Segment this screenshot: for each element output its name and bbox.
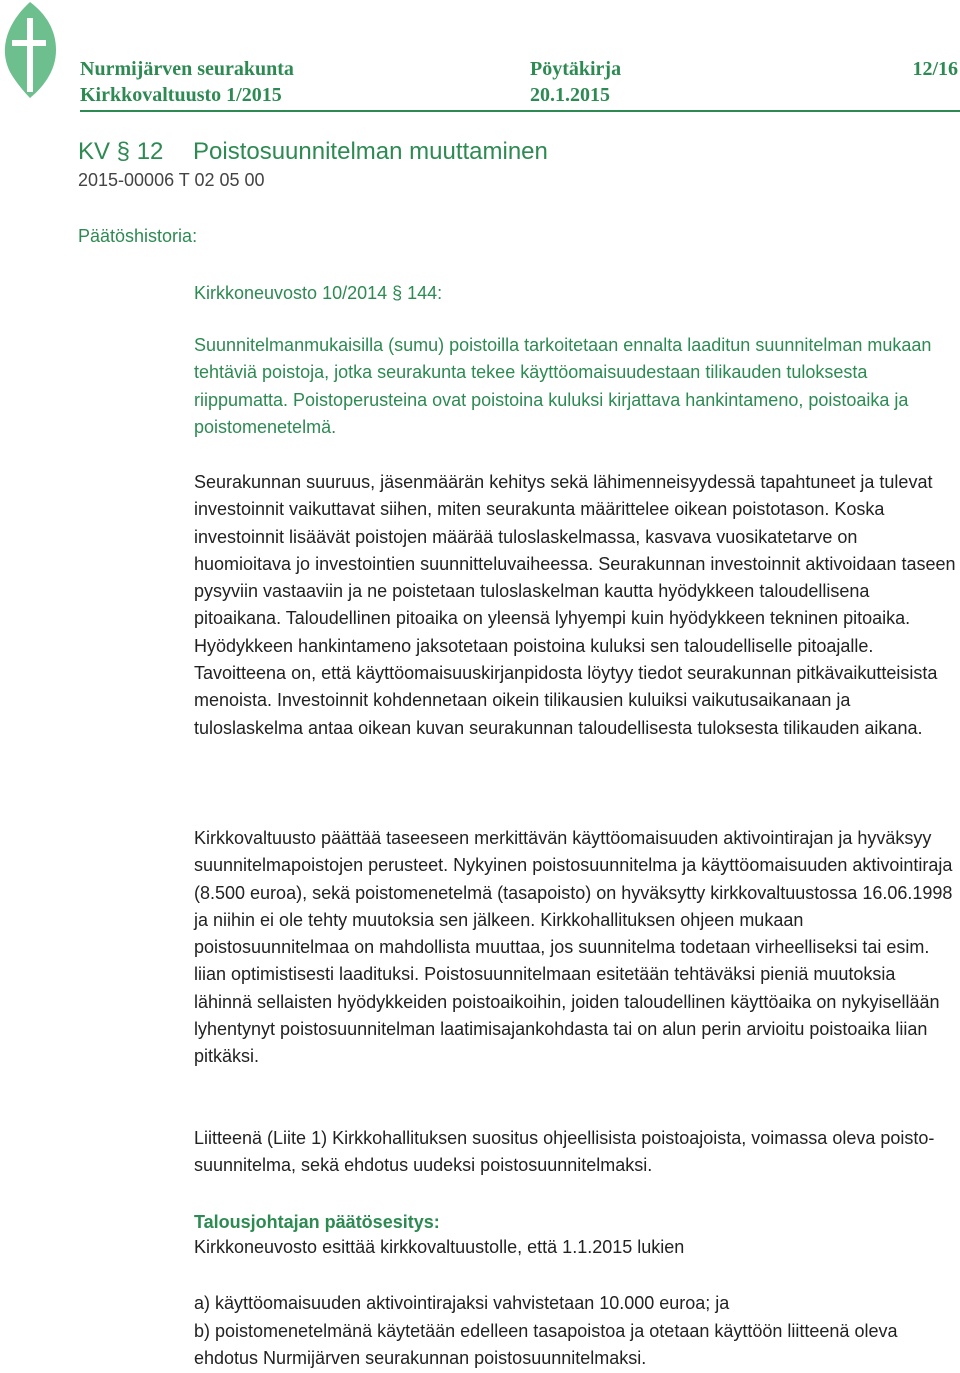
proposal-text: Kirkkoneuvosto esittää kirkkovaltuustolle, että 1.1.2015 lukien bbox=[194, 1237, 685, 1257]
document-type: Pöytäkirja bbox=[530, 58, 622, 80]
meeting-label: Kirkkovaltuusto 1/2015 bbox=[80, 84, 282, 106]
case-id: 2015-00006 T 02 05 00 bbox=[78, 170, 265, 190]
history-paragraph-1: Suunnitelmanmukaisilla (sumu) poistoilla tarkoitetaan ennalta laaditun suunnitelman mukaan tehtäviä poistoja, jotka seurakunta tekee käyttöomaisuudestaan tilikauden tuloksesta riippumatta. Poistoperusteina ovat poistoina kuluksi kirjattava hankintameno, poistoaika ja poistomenetelmä. bbox=[194, 335, 932, 437]
organization-name: Nurmijärven seurakunta bbox=[80, 58, 294, 80]
header-divider bbox=[80, 110, 960, 112]
meeting-date: 20.1.2015 bbox=[530, 84, 610, 106]
decision-history-label: Päätöshistoria: bbox=[78, 226, 198, 246]
cross-leaf-logo-icon bbox=[0, 0, 60, 100]
proposal-item-b: b) poistomenetelmänä käytetään edelleen tasapoistoa ja otetaan käyttöön liitteenä oleva ehdotus Nurmijärven seurakunnan poistosuunnitelmaksi. bbox=[194, 1321, 898, 1369]
page-number: 12/16 bbox=[912, 58, 958, 80]
section-title: Poistosuunnitelman muuttaminen bbox=[193, 138, 548, 165]
history-paragraph-4: Liitteenä (Liite 1) Kirkkohallituksen suositus ohjeellisista poistoajoista, voimassa oleva poisto- suunnitelma, sekä ehdotus uudeksi poistosuunnitelmaksi. bbox=[194, 1128, 935, 1176]
history-paragraph-2: Seurakunnan suuruus, jäsenmäärän kehitys sekä lähimenneisyydessä tapahtuneet ja tulevat investoinnit vaikuttavat siihen, miten seurakunta määrittelee oikean poistotason. Koska investoinnit lisäävät poistojen määrää tuloslaskelmassa, kasvava vuosikatetarve on huomioitava jo investointien suunnitteluvaiheessa. Seurakunnan investoinnit aktivoidaan taseen pysyviin vastaaviin ja ne poistetaan tuloslaskelman kautta hyödykkeen taloudellisena pitoaikana. Taloudellinen pitoaika on yleensä lyhyempi kuin hyödykkeen tekninen pitoaika. Hyödykkeen hankintameno jaksotetaan poistoina kuluksi sen taloudelliselle pitoajalle. Tavoitteena on, että käyttöomaisuuskirjanpidosta löytyy tiedot seurakunnan pitkävaikutteisista menoista. Investoinnit kohdennetaan oikein tilikausien kuluiksi vaikutusaikanaan ja tuloslaskelma antaa oikean kuvan seurakunnan taloudellisesta tuloksesta tilikauden aikana. bbox=[194, 472, 956, 738]
section-number: KV § 12 bbox=[78, 138, 164, 165]
history-reference: Kirkkoneuvosto 10/2014 § 144: bbox=[194, 283, 443, 303]
proposal-item-a: a) käyttöomaisuuden aktivointirajaksi vahvistetaan 10.000 euroa; ja bbox=[194, 1293, 730, 1313]
proposal-label: Talousjohtajan päätösesitys: bbox=[194, 1212, 440, 1232]
history-paragraph-3: Kirkkovaltuusto päättää taseeseen merkittävän käyttöomaisuuden aktivointirajan ja hyväksyy suunnitelmapoistojen perusteet. Nykyinen poistosuunnitelma ja käyttöomaisuuden aktivointiraja (8.500 euroa), sekä poistomenetelmä (tasapoisto) on hyväksytty kirkkovaltuustossa 16.06.1998 ja niihin ei ole tehty muutoksia sen jälkeen. Kirkkohallituksen ohjeen mukaan poistosuunnitelmaa on mahdollista muuttaa, jos suunnitelma todetaan virheelliseksi tai esim. liian optimistisesti laadituksi. Poistosuunnitelmaan esitetään tehtäväksi pieniä muutoksia lähinnä sellaisten hyödykkeiden poistoaikoihin, joiden taloudellinen käyttöaika on nykyisellään lyhentynyt poistosuunnitelman laatimisajankohdasta tai on alun perin arvioitu poistoaika liian pitkäksi. bbox=[194, 828, 953, 1067]
